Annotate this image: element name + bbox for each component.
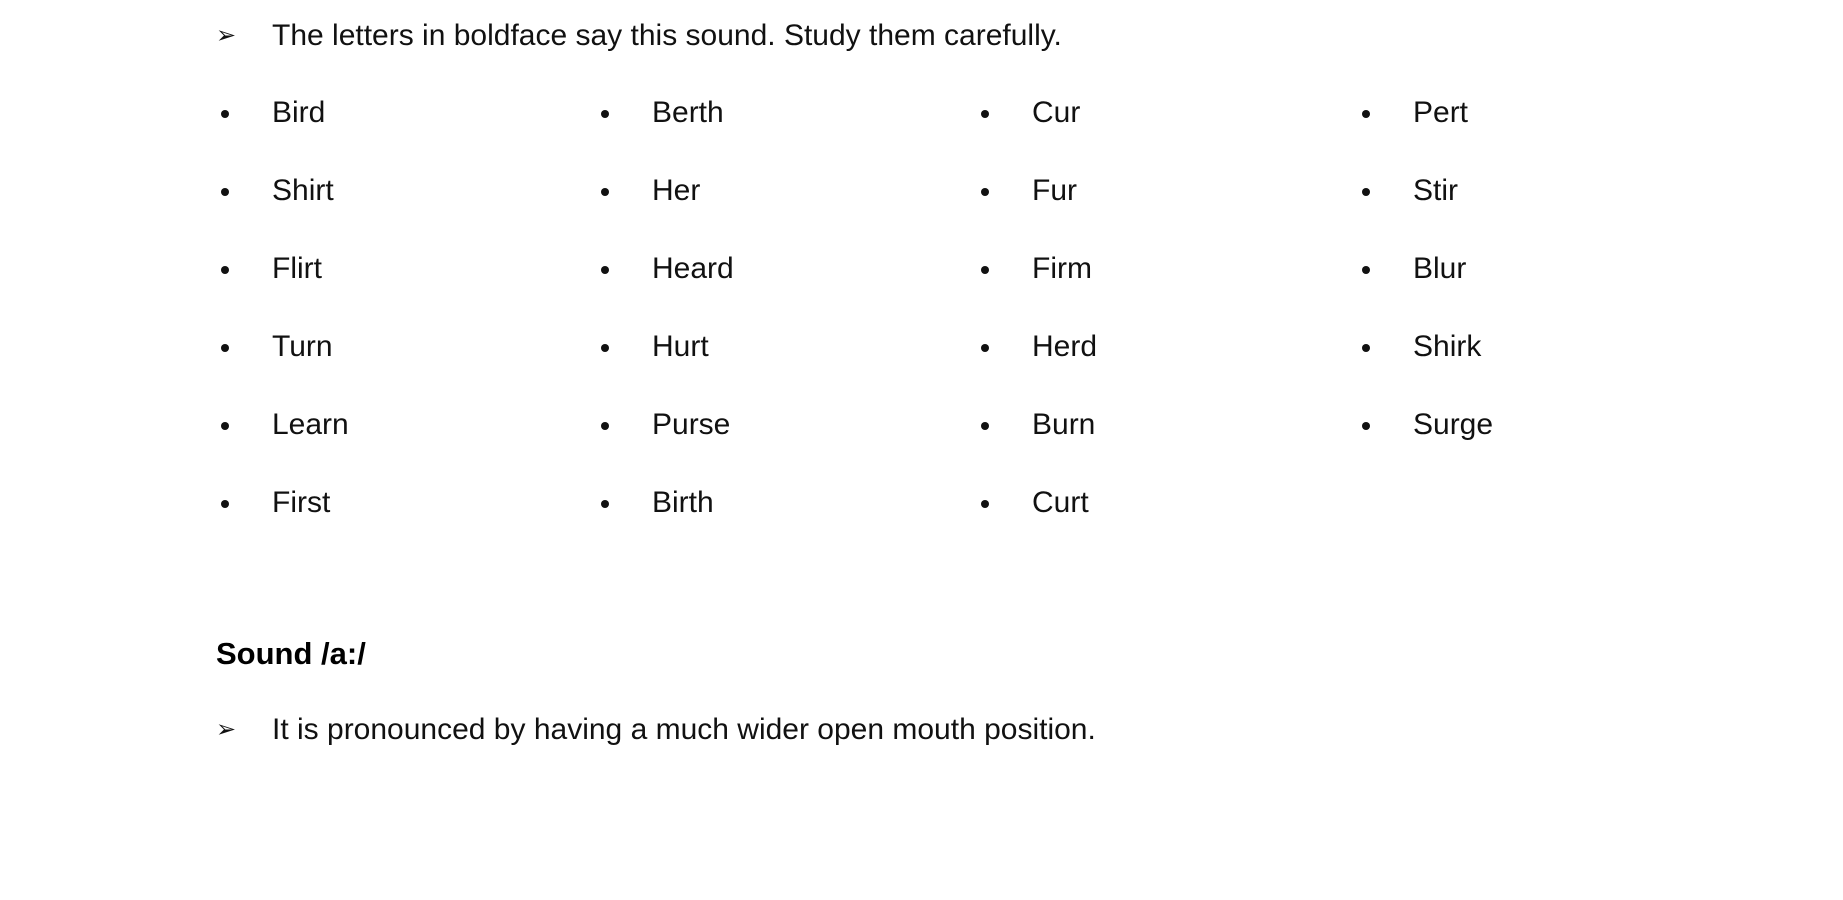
- bullet-icon: [976, 327, 1032, 367]
- list-item: [976, 249, 1356, 327]
- instruction-text: The letters in boldface say this sound. Study them carefully.: [272, 19, 1062, 52]
- list-item: [976, 483, 1356, 561]
- list-item: [1357, 249, 1737, 327]
- arrow-bullet-icon: ➢: [216, 716, 237, 743]
- list-item: [1357, 327, 1737, 405]
- list-item: [216, 249, 596, 327]
- bullet-icon: [976, 171, 1032, 211]
- word-text: Flirt: [272, 252, 322, 285]
- list-item: [596, 483, 976, 561]
- list-item: [596, 171, 976, 249]
- word-text: Learn: [272, 408, 349, 441]
- word-text: Her: [652, 174, 701, 207]
- list-item: [216, 483, 596, 561]
- word-text: Bird: [272, 96, 326, 129]
- word-text: Pert: [1413, 96, 1469, 129]
- bullet-icon: [596, 483, 652, 523]
- bullet-icon: [216, 249, 272, 289]
- bullet-icon: [596, 327, 652, 367]
- list-item: [596, 249, 976, 327]
- word-text: First: [272, 486, 331, 519]
- word-text: Herd: [1032, 330, 1098, 363]
- word-text: Turn: [272, 330, 333, 363]
- list-item: [976, 171, 1356, 249]
- word-text: Blur: [1413, 252, 1467, 285]
- list-item: [976, 93, 1356, 171]
- bullet-icon: [976, 249, 1032, 289]
- word-text: Shirk: [1413, 330, 1482, 363]
- word-text: Shirt: [272, 174, 334, 207]
- word-text: Hurt: [652, 330, 709, 363]
- word-text: Birth: [652, 486, 714, 519]
- list-item: [216, 93, 596, 171]
- word-column-1: [216, 93, 596, 561]
- word-text: Fur: [1032, 174, 1077, 207]
- list-item: [216, 171, 596, 249]
- bullet-icon: [1357, 93, 1413, 133]
- bullet-icon: [596, 171, 652, 211]
- bullet-icon: [1357, 327, 1413, 367]
- word-text: Firm: [1032, 252, 1092, 285]
- list-item: [1357, 93, 1737, 171]
- word-text: Purse: [652, 408, 731, 441]
- list-item: [596, 327, 976, 405]
- bullet-icon: [216, 93, 272, 133]
- instruction-line: [216, 710, 1096, 750]
- word-text: Burn: [1032, 408, 1096, 441]
- bullet-icon: [596, 405, 652, 445]
- list-item: [976, 327, 1356, 405]
- list-item: [596, 93, 976, 171]
- bullet-icon: [596, 249, 652, 289]
- list-item: [216, 405, 596, 483]
- word-text: Cur: [1032, 96, 1081, 129]
- word-text: Berth: [652, 96, 724, 129]
- list-item: [1357, 405, 1737, 483]
- word-text: Surge: [1413, 408, 1494, 441]
- word-text: Stir: [1413, 174, 1458, 207]
- arrow-bullet-icon: ➢: [216, 22, 237, 49]
- bullet-icon: [596, 93, 652, 133]
- bullet-icon: [976, 483, 1032, 523]
- word-column-2: [596, 93, 976, 561]
- section-heading: Sound /a:/: [216, 636, 366, 671]
- list-item: [1357, 171, 1737, 249]
- bullet-icon: [976, 93, 1032, 133]
- word-text: Heard: [652, 252, 734, 285]
- list-item: [596, 405, 976, 483]
- bullet-icon: [216, 483, 272, 523]
- bullet-icon: [976, 405, 1032, 445]
- bullet-icon: [1357, 249, 1413, 289]
- bullet-icon: [216, 327, 272, 367]
- list-item: [976, 405, 1356, 483]
- word-text: Curt: [1032, 486, 1089, 519]
- list-item: [216, 327, 596, 405]
- bullet-icon: [1357, 405, 1413, 445]
- bullet-icon: [216, 405, 272, 445]
- word-column-4: [1357, 93, 1737, 483]
- word-column-3: [976, 93, 1356, 561]
- instruction-text: It is pronounced by having a much wider open mouth position.: [272, 713, 1096, 746]
- bullet-icon: [1357, 171, 1413, 211]
- bullet-icon: [216, 171, 272, 211]
